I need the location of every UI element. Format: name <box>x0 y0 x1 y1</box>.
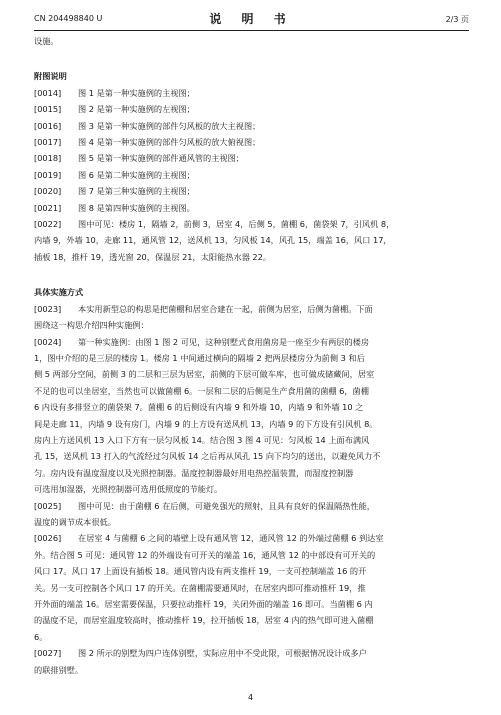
paragraph-text: 温度的调节成本很低。 <box>34 516 116 527</box>
paragraph-number: [0024] <box>34 336 62 347</box>
figure-item <box>34 118 470 134</box>
legend-line <box>34 232 470 248</box>
paragraph-line <box>34 334 470 350</box>
figure-item <box>34 183 470 199</box>
legend-text: 内墙 9，外墙 10，走廊 11，通风管 12，送风机 13，匀风板 14，风孔 15，端盖 16，风口 17， <box>34 235 392 246</box>
page-header <box>34 8 469 31</box>
paragraph-text: 可选用加湿器，光照控制器可选用低照度的节能灯。 <box>34 484 223 495</box>
paragraph-text: 开外面的端盖 16。居室需要保温，只要拉动推杆 19，关闭外面的端盖 16 即可。当菌棚 6 内 <box>34 599 373 609</box>
paragraph-text: 房内上方送风机 13 入口下方有一层匀风板 14。结合图 3 图 4 可见：匀风板 14 上面布满风 <box>34 434 370 445</box>
section-heading-figures: 附图说明 <box>34 71 67 82</box>
paragraph-text: 间是走廊 11，内墙 9 设有房门，内墙 9 的上方设有送风机 13，内墙 9 的下方设有引风机 8。 <box>34 418 378 429</box>
paragraph <box>34 530 470 645</box>
figure-item <box>34 150 470 166</box>
paragraph-text: 围绕这一构思介绍四种实施例： <box>34 320 149 331</box>
figure-caption: 图 5 是第一种实施例的部件通风管的主视图； <box>78 153 244 164</box>
paragraph-line <box>34 399 470 415</box>
paragraph-line <box>34 514 470 530</box>
paragraph-number: [0022] <box>34 219 62 230</box>
paragraph-text: 的温度不足，而居室温度较高时，推动推杆 19，拉开插板 18，居室 4 内的热气即可进入菌棚 <box>34 615 374 626</box>
paragraph-number: [0021] <box>34 202 62 213</box>
paragraph-line <box>34 317 470 333</box>
paragraph-line <box>34 662 470 678</box>
paragraph-number: [0017] <box>34 137 62 148</box>
paragraph-number: [0023] <box>34 303 62 314</box>
figure-caption: 图 8 是第四种实施例的主视图。 <box>78 202 195 213</box>
paragraph-line <box>34 547 470 563</box>
figure-legend <box>34 216 470 265</box>
paragraph-line <box>34 448 470 464</box>
paragraph-text: 第一种实施例：由图 1 图 2 可见，这种别墅式食用菌房是一座至少有两层的楼房 <box>78 336 370 347</box>
figure-list <box>34 85 470 216</box>
legend-text: 图中可见：楼房 1，隔墙 2，前侧 3，居室 4，后侧 5，菌棚 6，菌袋架 7，引风机 8， <box>78 219 395 230</box>
paragraph-line <box>34 645 470 661</box>
paragraph-line <box>34 432 470 448</box>
paragraph-line <box>34 580 470 596</box>
paragraph-text: 图 2 所示的别墅为四户连体别墅，实际应用中不受此限，可根据情况设计成多户 <box>78 648 367 659</box>
paragraph-text: 6。 <box>34 631 48 642</box>
paragraph <box>34 334 470 498</box>
paragraph-line <box>34 350 470 366</box>
intro-line: 设施。 <box>34 36 59 46</box>
document-title: 说 明 书 <box>209 12 294 26</box>
paragraph-line <box>34 612 470 628</box>
paragraph-line <box>34 563 470 579</box>
paragraph-line <box>34 366 470 382</box>
page-number: 4 <box>247 693 254 702</box>
paragraph-number: [0019] <box>34 169 62 180</box>
figure-caption: 图 4 是第一种实施例的部件匀风板的放大俯视图； <box>78 137 261 148</box>
paragraph-line <box>34 530 470 546</box>
paragraph-number: [0026] <box>34 533 62 544</box>
document-body <box>34 33 470 678</box>
paragraph-number: [0018] <box>34 153 62 164</box>
paragraph-number: [0020] <box>34 186 62 197</box>
figure-caption: 图 3 是第一种实施例的部件匀风板的放大主视图； <box>78 120 261 131</box>
legend-line <box>34 249 470 265</box>
paragraph-text: 不足的也可以坐居室，当然也可以做菌棚 6。一层和二层的后侧是生产食用菌的菌棚 6，菌棚 <box>34 385 369 396</box>
paragraph-text: 本实用新型总的构思是把菌棚和居室合建在一起，前侧为居室，后侧为菌棚。下面 <box>78 303 373 314</box>
figure-caption: 图 2 是第一种实施例的左视图； <box>78 104 195 115</box>
embodiment-paragraphs <box>34 301 470 678</box>
paragraph-line <box>34 465 470 481</box>
paragraph-text: 1，图中介绍的是三层的楼房 1。楼房 1 中间通过横向的隔墙 2 把两层楼房分为前侧 3 和后 <box>34 352 365 363</box>
paragraph <box>34 301 470 334</box>
paragraph-text: 在居室 4 与菌棚 6 之间的墙壁上设有通风管 12，通风管 12 的外端过菌棚 6 到达室 <box>78 533 384 544</box>
paragraph-number: [0025] <box>34 500 62 511</box>
legend-text: 插板 18，推杆 19，透光窗 20，保温层 21，太阳能热水器 22。 <box>34 251 272 262</box>
figure-caption: 图 7 是第三种实施例的主视图； <box>78 186 195 197</box>
paragraph-line <box>34 629 470 645</box>
paragraph-number: [0027] <box>34 648 62 659</box>
paragraph-text: 的联排别墅。 <box>34 664 84 675</box>
paragraph-line <box>34 301 470 317</box>
paragraph-line <box>34 481 470 497</box>
paragraph-number: [0014] <box>34 87 62 98</box>
paragraph-text: 关。另一支可控制各个风口 17 的开关。在菌棚需要通风时，在居室内即可推动推杆 19，推 <box>34 582 366 593</box>
paragraph-text: 图中可见：由于菌棚 6 在后侧，可避免强光的照射，且具有良好的保温隔热性能， <box>78 500 375 511</box>
section-heading-embodiment: 具体实施方式 <box>34 287 84 298</box>
figure-item <box>34 85 470 101</box>
legend-line <box>34 216 470 232</box>
figure-item <box>34 134 470 150</box>
paragraph-number: [0016] <box>34 120 62 131</box>
paragraph-text: 6 内设有多排竖立的菌袋架 7。菌棚 6 的后侧设有内墙 9 和外墙 10，内墙 9 和外墙 10 之 <box>34 402 364 413</box>
figure-item <box>34 101 470 117</box>
paragraph <box>34 645 470 678</box>
paragraph-text: 孔 15，送风机 13 打入的气流经过匀风板 14 之后再从风孔 15 向下均匀的送出，以避免风力不 <box>34 451 381 462</box>
paragraph-text: 风口 17。风口 17 上面设有插板 18。通风管内设有两支推杆 19，一支可控制端盖 16 的开 <box>34 566 367 577</box>
patent-number: CN 204498840 U <box>34 14 103 23</box>
paragraph-text: 侧 5 两部分空间，前侧 3 的二层和三层为居室，前侧的下层可做车库，也可做成储藏间，居室 <box>34 369 375 380</box>
figure-caption: 图 1 是第一种实施例的主视图； <box>78 87 195 98</box>
paragraph-line <box>34 498 470 514</box>
paragraph-text: 匀。房内设有温度湿度以及光照控制器。温度控制器最好用电热控温装置，而湿度控制器 <box>34 467 354 478</box>
figure-caption: 图 6 是第二种实施例的主视图； <box>78 169 195 180</box>
page-indicator: 2/3 页 <box>445 15 469 24</box>
paragraph-text: 外。结合图 5 可见：通风管 12 的外端设有可开关的端盖 16，通风管 12 的中部设有可开关的 <box>34 549 376 560</box>
paragraph <box>34 498 470 531</box>
paragraph-line <box>34 383 470 399</box>
paragraph-line <box>34 416 470 432</box>
paragraph-line <box>34 596 470 612</box>
paragraph-number: [0015] <box>34 104 62 115</box>
figure-item <box>34 167 470 183</box>
figure-item <box>34 200 470 216</box>
